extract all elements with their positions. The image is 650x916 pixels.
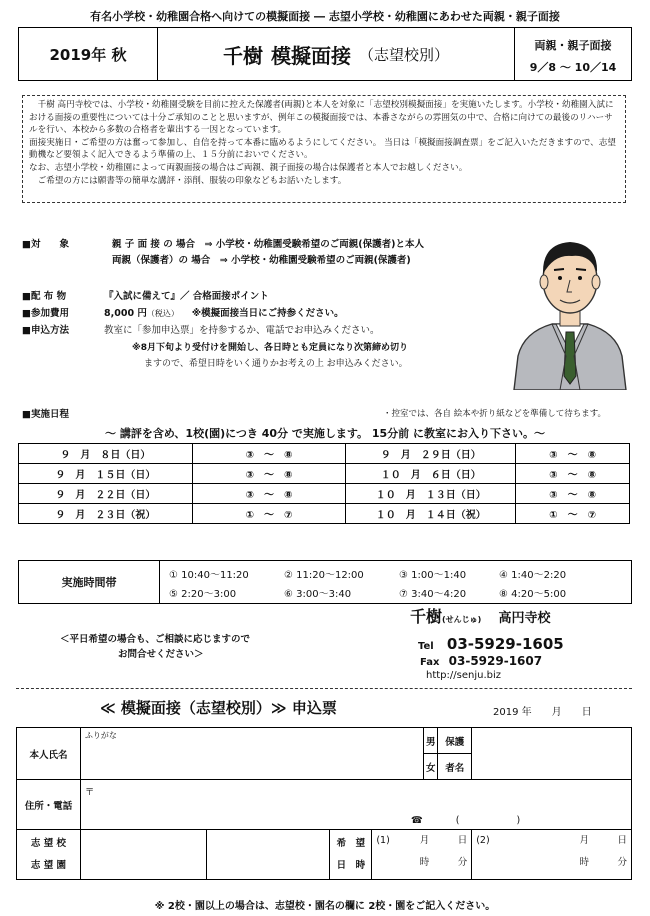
guardian-name-input[interactable] xyxy=(472,728,632,780)
school-input-2[interactable] xyxy=(206,830,330,880)
schedule-slots: ① ～ ⑦ xyxy=(192,504,346,524)
female-option[interactable]: 女 xyxy=(424,754,438,780)
tagline: 有名小学校・幼稚園合格へ向けての模擬面接 ― 志望小学校・幼稚園にあわせた両親・親子面接 xyxy=(90,10,560,23)
schedule-date: ９ 月 ２３日（祝） xyxy=(19,504,193,524)
contact-reading: (せんじゅ) xyxy=(442,615,482,624)
form-footer-note: ※ 2校・園以上の場合は、志望校・園名の欄に 2校・園をご記入ください。 xyxy=(154,901,496,912)
schedule-label: ■実施日程 xyxy=(22,409,69,420)
weekday-note-2: お問合せください＞ xyxy=(118,649,204,660)
time-slots-row-2 xyxy=(169,585,629,600)
target-line-1: 親 子 面 接 の 場合 ⇒ 小学校・幼稚園受験希望のご両親(保護者)と本人 xyxy=(112,239,424,250)
guardian-label-1: 保護 xyxy=(438,728,472,754)
side-label: 両親・親子面接 xyxy=(534,39,612,52)
guardian-label-2: 者名 xyxy=(438,754,472,780)
name-label: 本人氏名 xyxy=(17,728,81,780)
handout-label: ■配 布 物 xyxy=(22,291,67,302)
side-info xyxy=(515,28,631,80)
time-slot: ⑧ 4:20～5:00 xyxy=(499,589,567,600)
weekday-note-1: ＜平日希望の場合も、ご相談に応じますので xyxy=(60,634,251,645)
tel-label: Tel xyxy=(418,641,434,652)
contact-fax-line xyxy=(420,654,542,668)
schedule-slots: ③ ～ ⑧ xyxy=(516,444,630,464)
schedule-slots: ③ ～ ⑧ xyxy=(192,464,346,484)
schedule-date: ９ 月 ２９日（日） xyxy=(346,444,516,464)
cut-line xyxy=(16,688,632,689)
brand-name: 千樹 xyxy=(222,43,263,68)
target-label: ■対 象 xyxy=(22,239,69,250)
time-slot: ① 10:40～11:20 xyxy=(169,570,249,581)
main-title xyxy=(158,28,515,80)
school-input-1[interactable] xyxy=(80,830,206,880)
time-slot: ⑥ 3:00～3:40 xyxy=(284,589,352,600)
interviewer-illustration xyxy=(506,228,634,390)
school-label-1: 志 望 校 xyxy=(30,837,67,849)
table-row xyxy=(19,464,630,484)
fee-tax: （税込） xyxy=(146,309,179,318)
title-box xyxy=(18,27,632,81)
apply-label: ■申込方法 xyxy=(22,325,69,336)
application-form xyxy=(16,727,632,880)
name-input[interactable] xyxy=(80,728,423,780)
hour-min: 時 分 xyxy=(579,857,627,868)
website-link[interactable]: http://senju.biz xyxy=(426,670,502,681)
fee-label: ■参加費用 xyxy=(22,308,69,319)
month-day: 月 日 xyxy=(579,835,627,846)
intro-line: なお、志望小学校・幼稚園によって両親面接の場合はご両親、親子面接の場合は保護者と本人でお越しください。 xyxy=(29,162,468,173)
time-slots-label: 実施時間帯 xyxy=(19,561,160,603)
intro-box xyxy=(22,95,626,203)
fax-number: 03-5929-1607 xyxy=(448,654,543,668)
schedule-date: ９ 月 ２２日（日） xyxy=(19,484,193,504)
tel-number: 03-5929-1605 xyxy=(446,635,564,653)
phone-input[interactable] xyxy=(411,812,520,826)
schedule-date: ９ 月 １５日（日） xyxy=(19,464,193,484)
time-slot: ② 11:20～12:00 xyxy=(284,570,364,581)
schedule-date: １０ 月 １４日（祝） xyxy=(346,504,516,524)
time-slots-box xyxy=(18,560,632,604)
handout-text: 『入試に備えて』／ 合格面接ポイント xyxy=(104,291,269,302)
contact-brand: 千樹 xyxy=(410,607,443,626)
contact-tel-line xyxy=(418,635,564,653)
time-slots-row-1 xyxy=(169,566,629,581)
time-slot: ④ 1:40～2:20 xyxy=(499,570,567,581)
time-slot: ⑦ 3:40～4:20 xyxy=(399,589,467,600)
phone-paren: ( ) xyxy=(455,815,521,826)
hour-min: 時 分 xyxy=(419,857,468,868)
table-row xyxy=(19,504,630,524)
time-slot: ③ 1:00～1:40 xyxy=(399,570,467,581)
fax-label: Fax xyxy=(420,657,440,668)
schedule-slots: ③ ～ ⑧ xyxy=(192,444,346,464)
schedule-date: １０ 月 ６日（日） xyxy=(346,464,516,484)
address-input[interactable] xyxy=(80,780,631,830)
apply-note-2: ますので、希望日時をいく通りかお考えの上 お申込みください。 xyxy=(144,359,408,369)
month-day: 月 日 xyxy=(419,835,468,846)
season-label: 2019年 秋 xyxy=(19,28,158,80)
option-1-label: (1) xyxy=(376,835,390,846)
schedule-slots: ③ ～ ⑧ xyxy=(192,484,346,504)
school-label xyxy=(17,830,81,880)
address-label: 住所・電話 xyxy=(17,780,81,830)
wish-label xyxy=(330,830,372,880)
apply-text: 教室に「参加申込票」を持参するか、電話でお申込みください。 xyxy=(104,325,380,336)
school-label-2: 志 望 園 xyxy=(30,859,67,871)
target-line-2: 両親（保護者）の 場合 ⇒ 小学校・幼稚園受験希望のご両親(保護者) xyxy=(112,255,411,266)
schedule-date: ９ 月 ８日（日） xyxy=(19,444,193,464)
table-row xyxy=(17,830,632,880)
title-text: 模擬面接 xyxy=(270,43,351,68)
wish-label-1: 希 望 xyxy=(336,837,366,849)
schedule-table xyxy=(18,443,630,524)
table-row xyxy=(19,484,630,504)
table-row xyxy=(17,728,632,754)
apply-note-1: ※8月下旬より受付けを開始し、各日時とも定員になり次第締め切り xyxy=(132,343,409,353)
contact-school: 高円寺校 xyxy=(498,611,551,626)
title-subtitle: （志望校別） xyxy=(358,45,449,64)
fee-note: ※模擬面接当日にご持参ください。 xyxy=(191,308,344,319)
postal-mark: 〒 xyxy=(84,787,95,798)
form-title: ≪ 模擬面接（志望校別）≫ 申込票 xyxy=(100,699,337,717)
schedule-note: ・控室では、各自 絵本や折り紙などを準備して待ちます。 xyxy=(383,409,607,419)
wish-option-2[interactable] xyxy=(472,830,632,880)
male-option[interactable]: 男 xyxy=(424,728,438,754)
phone-icon: ☎ xyxy=(410,815,423,826)
schedule-slots: ③ ～ ⑧ xyxy=(516,484,630,504)
schedule-slots: ③ ～ ⑧ xyxy=(516,464,630,484)
intro-line: 千樹 高円寺校では、小学校・幼稚園受験を目前に控えた保護者(両親)と本人を対象に「志望校別模擬面接」を実施いたします。小学校・幼稚園入試における面接の重要性については十分ご承知のことと思いますが、例年この模擬面接では、本番さながらの雰囲気の中で、合格に向けての最後のリハーサルを行い、本校から多数の合格者を輩出する一因となっています。 xyxy=(29,100,614,136)
option-2-label: (2) xyxy=(476,835,490,846)
time-slot: ⑤ 2:20～3:00 xyxy=(169,589,237,600)
schedule-headline: ～ 講評を含め、1校(園)につき 40分 で実施します。 15分前 に教室にお入り下さい。～ xyxy=(105,427,545,440)
wish-label-2: 日 時 xyxy=(336,859,366,871)
intro-line: 面接実施日・ご希望の方は奮って参加し、自信を持って本番に臨めるようにしてください。 当日は「模擬面接調査票」をご記入いただきますので、志望動機など要領よく記入できるよう準備の上、１５分前においでください。 xyxy=(29,137,616,161)
form-date: 2019 年 月 日 xyxy=(493,707,592,718)
contact-brand-line xyxy=(410,604,551,627)
table-row xyxy=(19,444,630,464)
furigana-label: ふりがな xyxy=(84,731,117,740)
fee-amount: 8,000 円 xyxy=(104,308,147,319)
table-row xyxy=(17,780,632,830)
schedule-slots: ① ～ ⑦ xyxy=(516,504,630,524)
intro-line: ご希望の方には願書等の簡単な講評・添削、服装の印象などもお話いたします。 xyxy=(37,175,347,186)
side-dates: 9／8 ～ 10／14 xyxy=(529,61,617,74)
schedule-date: １０ 月 １３日（日） xyxy=(346,484,516,504)
wish-option-1[interactable] xyxy=(372,830,472,880)
